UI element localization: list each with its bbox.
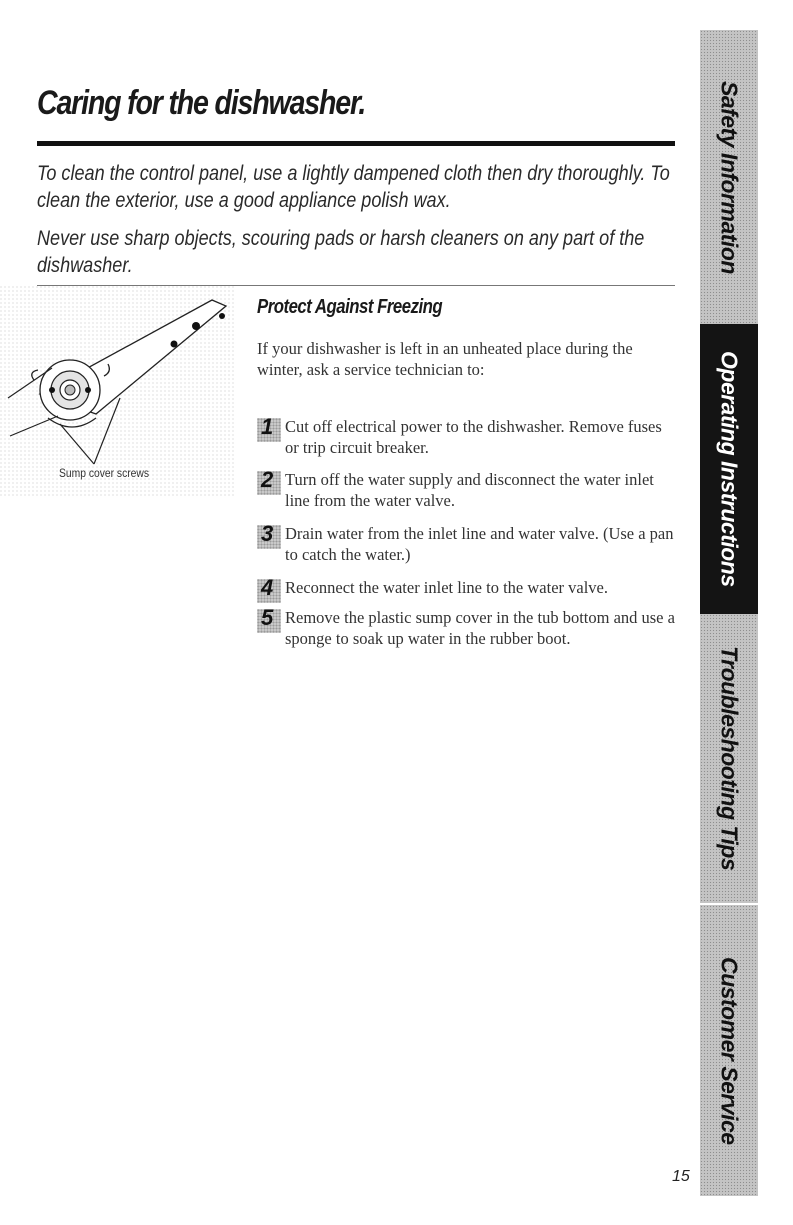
step-3 — [257, 523, 677, 565]
step-number-badge: 5 — [257, 609, 281, 633]
step-4 — [257, 577, 677, 598]
page-number: 15 — [672, 1168, 690, 1185]
tab-label: Safety Information — [716, 80, 743, 274]
tab-label: Operating Instructions — [716, 351, 743, 587]
step-2 — [257, 469, 677, 511]
section-intro: If your dishwasher is left in an unheated place during the winter, ask a service technician to: — [257, 339, 633, 379]
step-text: Cut off electrical power to the dishwasher. Remove fuses or trip circuit breaker. — [285, 417, 662, 457]
step-5 — [257, 607, 677, 649]
section-title: Protect Against Freezing — [257, 296, 443, 318]
page-title: Caring for the dishwasher. — [37, 84, 366, 122]
sump-cover-illustration — [0, 286, 236, 496]
step-number-badge: 2 — [257, 471, 281, 495]
tab-safety-information[interactable] — [700, 30, 758, 324]
steps-list — [257, 416, 677, 649]
step-number-badge: 1 — [257, 418, 281, 442]
intro-paragraph-cleaning: To clean the control panel, use a lightly dampened cloth then dry thoroughly. To clean the exterior, use a good appliance polish wax. — [37, 162, 670, 212]
step-text: Reconnect the water inlet line to the water valve. — [285, 578, 608, 597]
intro-paragraph-warning: Never use sharp objects, scouring pads or harsh cleaners on any part of the dishwasher. — [37, 227, 645, 277]
tab-label: Troubleshooting Tips — [716, 646, 743, 871]
step-1 — [257, 416, 677, 458]
step-text: Remove the plastic sump cover in the tub bottom and use a sponge to soak up water in the rubber boot. — [285, 608, 675, 648]
tab-label: Customer Service — [716, 956, 743, 1145]
step-text: Drain water from the inlet line and water valve. (Use a pan to catch the water.) — [285, 524, 674, 564]
step-number-badge: 3 — [257, 525, 281, 549]
tab-customer-service[interactable] — [700, 905, 758, 1196]
tab-operating-instructions[interactable] — [700, 324, 758, 614]
illustration-caption: Sump cover screws — [59, 466, 150, 480]
tab-troubleshooting-tips[interactable] — [700, 614, 758, 903]
step-number-badge: 4 — [257, 579, 281, 603]
step-text: Turn off the water supply and disconnect the water inlet line from the water valve. — [285, 470, 654, 510]
title-rule — [37, 141, 675, 146]
